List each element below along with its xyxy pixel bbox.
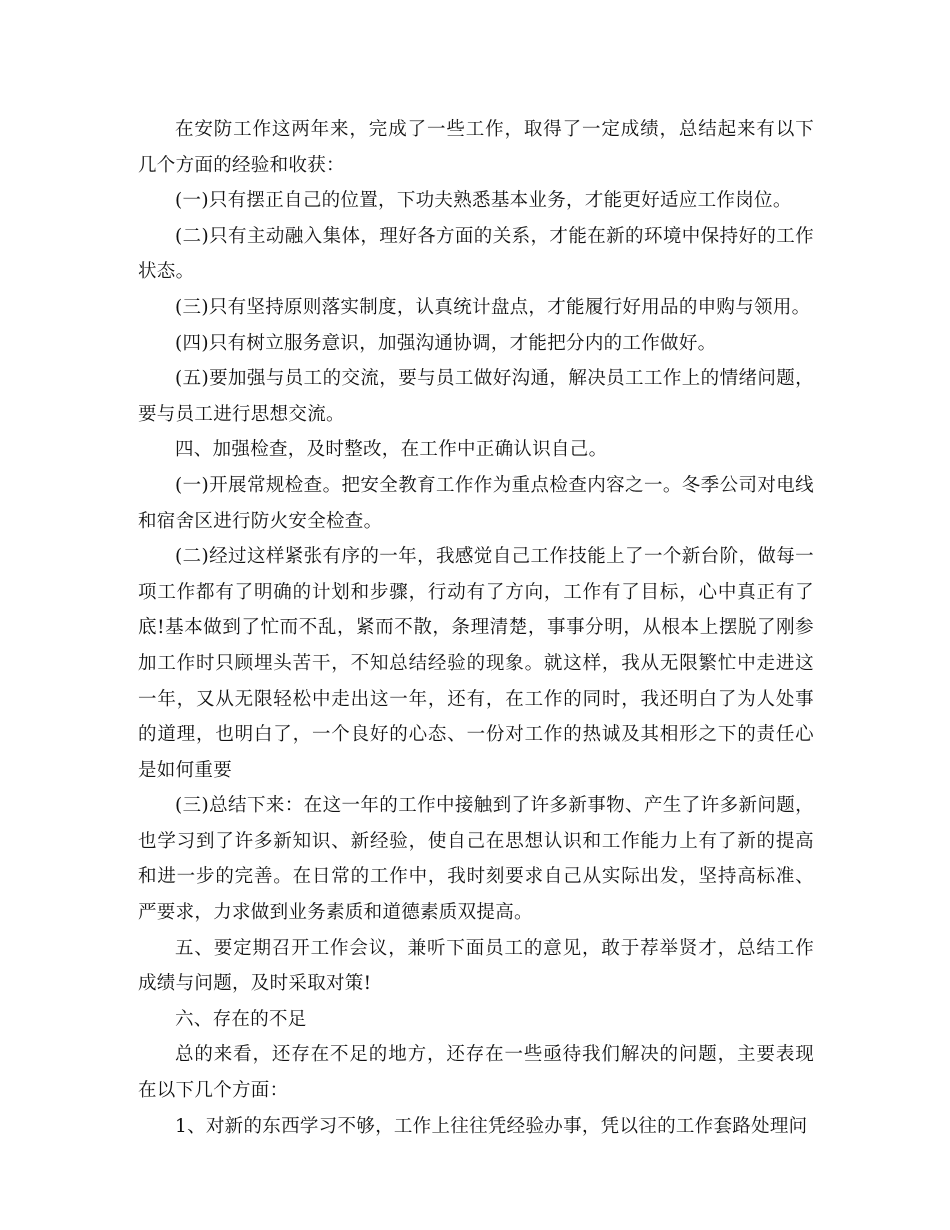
paragraph-inspection-1: (一)开展常规检查。把安全教育工作作为重点检查内容之一。冬季公司对电线和宿舍区进行防火安全检查。 [138,474,814,532]
paragraph-point-5: (五)要加强与员工的交流，要与员工做好沟通，解决员工工作上的情绪问题，要与员工进行思想交流。 [138,368,814,425]
paragraph-inspection-3: (三)总结下来：在这一年的工作中接触到了许多新事物、产生了许多新问题，也学习到了许多新知识、新经验，使自己在思想认识和工作能力上有了新的提高和进一步的完善。在日常的工作中，我时刻要求自己从实际出发，坚持高标准、严要求，力求做到业务素质和道德素质双提高。 [138,795,814,924]
paragraph-shortcomings: 总的来看，还存在不足的地方，还存在一些亟待我们解决的问题，主要表现在以下几个方面： [138,1044,814,1102]
paragraph-point-4: (四)只有树立服务意识，加强沟通协调，才能把分内的工作做好。 [175,332,717,354]
paragraph-inspection-2: (二)经过这样紧张有序的一年，我感觉自己工作技能上了一个新台阶，做每一项工作都有了明确的计划和步骤，行动有了方向，工作有了目标，心中真正有了底!基本做到了忙而不乱，紧而不散，条理清楚，事事分明，从根本上摆脱了刚参加工作时只顾埋头苦干，不知总结经验的现象。就这样，我从无限繁忙中走进这一年，又从无限轻松中走出这一年，还有，在工作的同时，我还明白了为人处事的道理，也明白了，一个良好的心态、一份对工作的热诚及其相形之下的责任心是如何重要 [138,546,814,781]
paragraph-intro: 在安防工作这两年来，完成了一些工作，取得了一定成绩，总结起来有以下几个方面的经验和收获： [138,119,814,176]
section-heading-6: 六、存在的不足 [175,1008,307,1030]
paragraph-shortcoming-1: 1、对新的东西学习不够，工作上往往凭经验办事，凭以往的工作套路处理问 [175,1115,808,1137]
paragraph-point-1: (一)只有摆正自己的位置，下功夫熟悉基本业务，才能更好适应工作岗位。 [175,190,792,212]
section-heading-5: 五、要定期召开工作会议，兼听下面员工的意见，敢于荐举贤才，总结工作成绩与问题，及时采取对策! [138,937,814,995]
paragraph-point-3: (三)只有坚持原则落实制度，认真统计盘点，才能履行好用品的申购与领用。 [175,296,811,318]
section-heading-4: 四、加强检查，及时整改，在工作中正确认识自己。 [175,439,608,461]
document-body [138,112,814,1144]
paragraph-point-2: (二)只有主动融入集体，理好各方面的关系，才能在新的环境中保持好的工作状态。 [138,225,814,283]
